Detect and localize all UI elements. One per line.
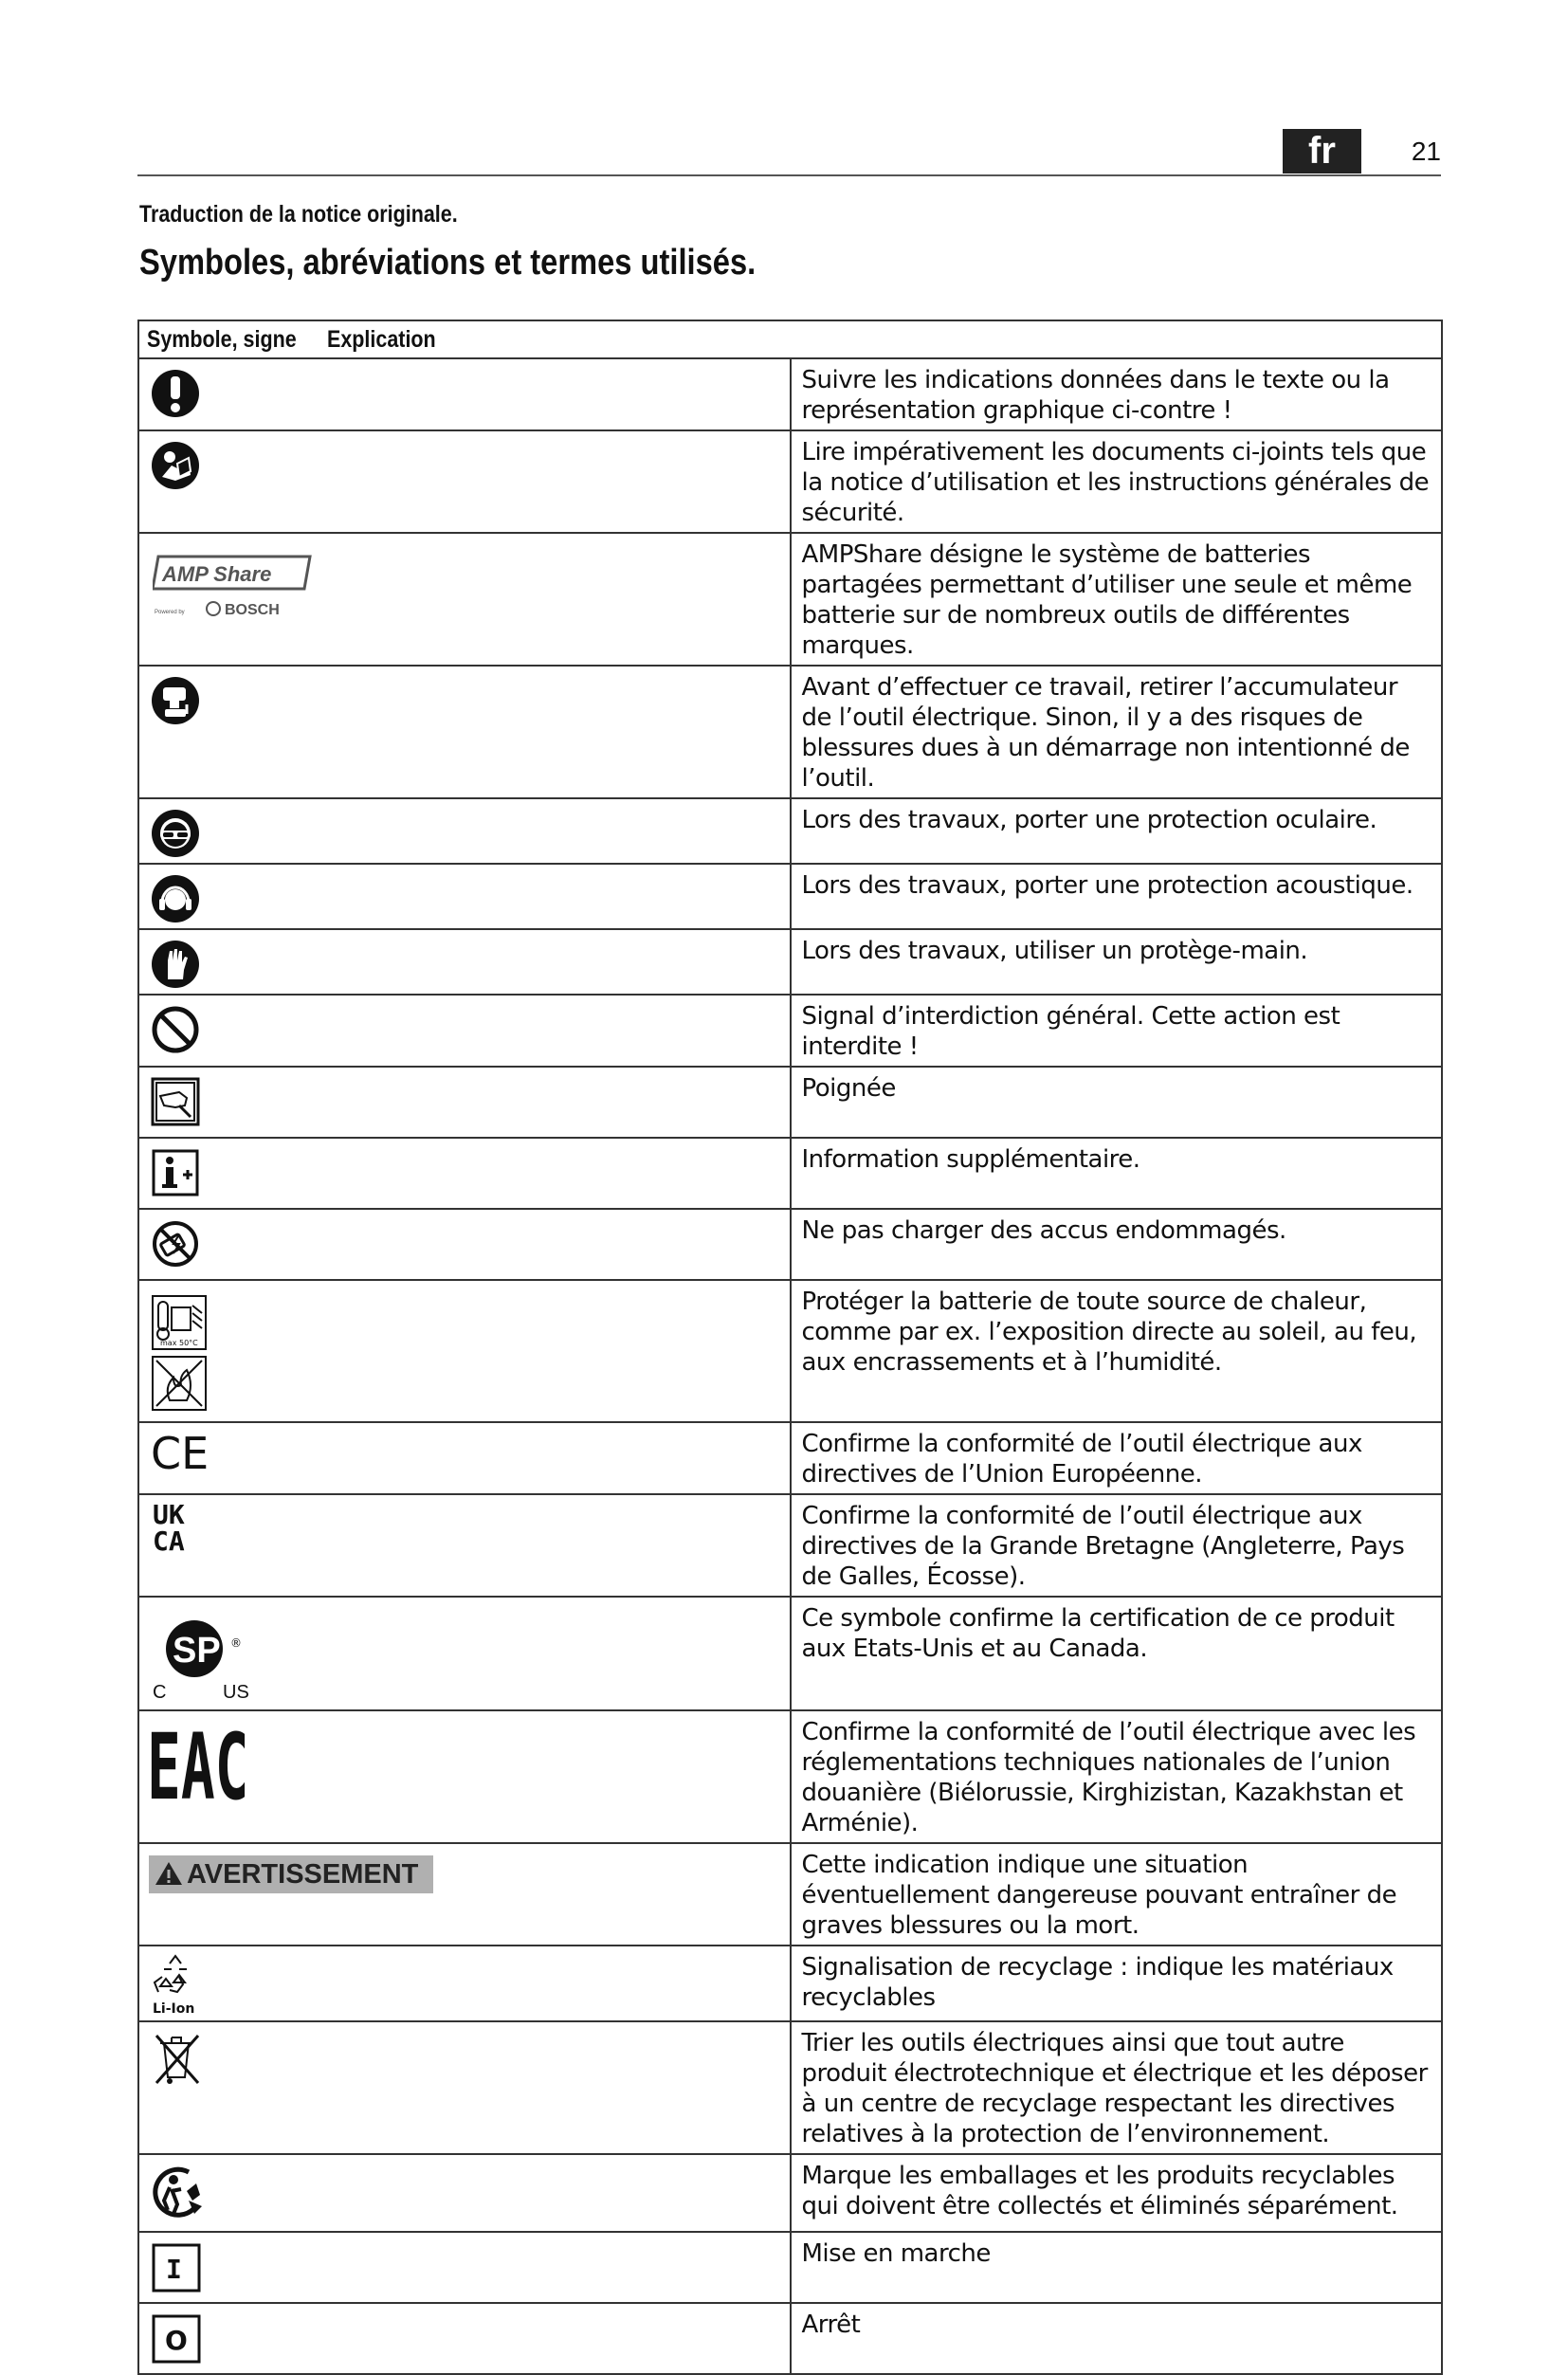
- eac-mark-icon: [147, 1717, 251, 1802]
- row-text: Suivre les indications données dans le texte ou la représentation graphique ci-contre !: [791, 358, 1443, 430]
- table-row: [138, 533, 1442, 666]
- page-title: Symboles, abréviations et termes utilisés.: [139, 243, 757, 283]
- svg-text:®: ®: [230, 1636, 242, 1650]
- hand-protection-icon: [151, 940, 200, 989]
- eye-protection-icon: [151, 809, 200, 858]
- triman-icon: [151, 2163, 211, 2221]
- ce-mark-text: CE: [151, 1431, 210, 1472]
- table-row: [138, 1280, 1442, 1422]
- table-row: [138, 798, 1442, 864]
- row-text: Lors des travaux, porter une protection acoustique.: [791, 864, 1443, 929]
- table-row: [138, 1422, 1442, 1494]
- language-tab: fr: [1283, 129, 1361, 174]
- table-row: [138, 2303, 1442, 2374]
- table-row: [138, 1067, 1442, 1138]
- row-text: Cette indication indique une situation éventuellement dangereuse pouvant entraîner de graves blessures ou la mort.: [791, 1843, 1443, 1946]
- row-text: Confirme la conformité de l’outil électrique avec les réglementations techniques nationales de l’union douanière (Biélorussie, Kirghizistan, Kazakhstan et Arménie).: [791, 1710, 1443, 1843]
- table-row: [138, 1710, 1442, 1843]
- row-text: Confirme la conformité de l’outil électrique aux directives de l’Union Européenne.: [791, 1422, 1443, 1494]
- remove-battery-icon: [151, 676, 200, 725]
- battery-heat-icon: [151, 1294, 208, 1412]
- table-row: [138, 2232, 1442, 2303]
- table-row: [138, 1946, 1442, 2021]
- csa-mark-us: US: [223, 1682, 249, 1702]
- row-text: Trier les outils électriques ainsi que tout autre produit électrotechnique et électrique et les déposer à un centre de recyclage respectant les directives relatives à la protection de l’environnement.: [791, 2021, 1443, 2154]
- row-text: Mise en marche: [791, 2232, 1443, 2303]
- table-row: [138, 666, 1442, 798]
- power-on-icon: [151, 2242, 202, 2293]
- table-row: [138, 430, 1442, 533]
- ukca-mark-text-top: UK: [153, 1499, 185, 1530]
- row-text: Protéger la batterie de toute source de chaleur, comme par ex. l’exposition directe au soleil, au feu, aux encrassements et à l’humidité.: [791, 1280, 1443, 1422]
- battery-heat-label: max 50°C: [160, 1339, 198, 1347]
- warning-label-text: AVERTISSEMENT: [187, 1859, 419, 1890]
- info-plus-icon: [151, 1148, 200, 1197]
- row-text: Signalisation de recyclage : indique les matériaux recyclables: [791, 1946, 1443, 2021]
- csa-mark-icon: [151, 1607, 255, 1702]
- weee-bin-icon: [151, 2030, 204, 2087]
- read-manual-icon: [151, 441, 200, 490]
- row-text: AMPShare désigne le système de batteries partagées permettant d’utiliser une seule et même batterie sur de nombreux outils de différentes marques.: [791, 533, 1443, 666]
- table-row: [138, 864, 1442, 929]
- ukca-mark-text-bottom: CA: [153, 1525, 185, 1556]
- ukca-mark-icon: [151, 1499, 198, 1556]
- row-text: Lire impérativement les documents ci-joints tels que la notice d’utilisation et les instructions générales de sécurité.: [791, 430, 1443, 533]
- eac-mark-text: EAC: [147, 1717, 249, 1802]
- row-text: Marque les emballages et les produits recyclables qui doivent être collectés et éliminés séparément.: [791, 2154, 1443, 2232]
- prohibition-icon: [151, 1005, 200, 1054]
- table-row: [138, 1494, 1442, 1597]
- header-rule: [137, 174, 1441, 176]
- row-text: Ne pas charger des accus endommagés.: [791, 1209, 1443, 1280]
- row-text: Information supplémentaire.: [791, 1138, 1443, 1209]
- table-row: [138, 995, 1442, 1067]
- row-text: Ce symbole confirme la certification de ce produit aux Etats-Unis et au Canada.: [791, 1597, 1443, 1710]
- ampshare-logo-text: AMP Share: [162, 562, 272, 586]
- ear-protection-icon: [151, 874, 200, 923]
- csa-mark-letters: SP: [173, 1631, 221, 1671]
- document-subtitle: Traduction de la notice originale.: [139, 201, 458, 228]
- table-row: [138, 1138, 1442, 1209]
- table-row: [138, 929, 1442, 995]
- table-row: [138, 1843, 1442, 1946]
- page-number: 21: [1411, 137, 1441, 166]
- exclamation-icon: [151, 369, 200, 418]
- header-explanation: Explication: [327, 326, 437, 353]
- table-row: [138, 358, 1442, 430]
- ce-mark-icon: [151, 1431, 217, 1472]
- row-text: Confirme la conformité de l’outil électrique aux directives de la Grande Bretagne (Angleterre, Pays de Galles, Écosse).: [791, 1494, 1443, 1597]
- table-header-row: [138, 320, 1442, 358]
- row-text: Lors des travaux, porter une protection oculaire.: [791, 798, 1443, 864]
- handle-icon: [151, 1077, 200, 1126]
- power-off-icon: [151, 2313, 202, 2365]
- recycling-li-ion-label: Li-Ion: [153, 2001, 195, 2017]
- table-row: [138, 2154, 1442, 2232]
- power-on-symbol: I: [166, 2254, 182, 2285]
- table-row: [138, 1597, 1442, 1710]
- power-off-symbol: O: [165, 2325, 188, 2356]
- ampshare-powered-text: Powered by: [155, 610, 185, 615]
- row-text: Signal d’interdiction général. Cette action est interdite !: [791, 995, 1443, 1067]
- ampshare-logo: [153, 551, 323, 619]
- warning-triangle-icon: [155, 1855, 183, 1893]
- symbols-table: [137, 320, 1443, 2375]
- header-symbol: Symbole, signe: [147, 326, 297, 353]
- warning-label: [149, 1855, 433, 1893]
- table-row: [138, 2021, 1442, 2154]
- recycling-li-ion-icon: [151, 1952, 208, 2019]
- row-text: Poignée: [791, 1067, 1443, 1138]
- csa-mark-c: C: [153, 1682, 167, 1702]
- table-row: [138, 1209, 1442, 1280]
- row-text: Avant d’effectuer ce travail, retirer l’accumulateur de l’outil électrique. Sinon, il y a des risques de blessures dues à un démarrage non intentionné de l’outil.: [791, 666, 1443, 798]
- row-text: Lors des travaux, utiliser un protège-main.: [791, 929, 1443, 995]
- no-charging-damaged-battery-icon: [151, 1219, 200, 1269]
- row-text: Arrêt: [791, 2303, 1443, 2374]
- bosch-logo-text: BOSCH: [225, 602, 280, 618]
